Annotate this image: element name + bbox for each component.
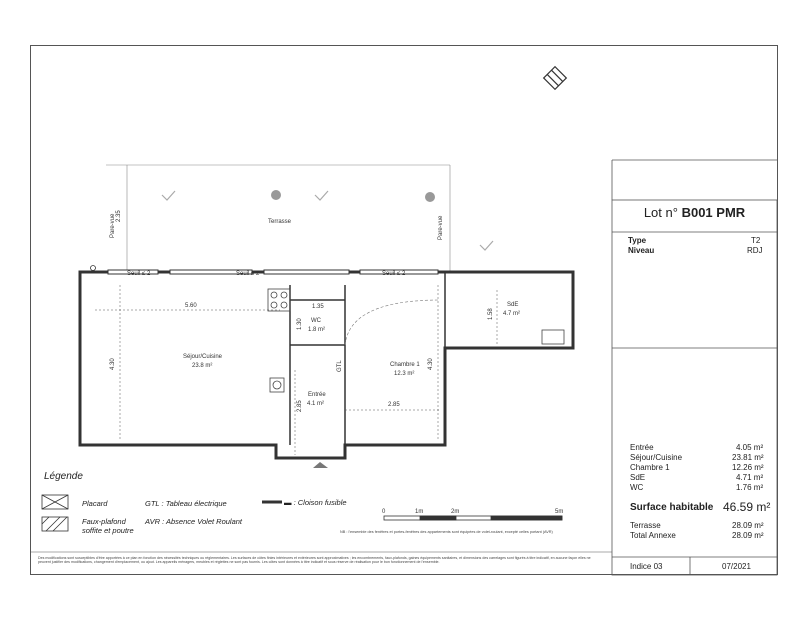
surface-sejour-label: Séjour/Cuisine (630, 453, 683, 462)
door-swing (345, 300, 440, 345)
legend-title: Légende (44, 471, 83, 482)
room-sde-area: 4.7 m² (503, 311, 521, 317)
scale-0: 0 (382, 509, 386, 515)
annexe-label: Total Annexe (630, 531, 676, 540)
seuil-1: Seuil ≤ 2 (127, 271, 151, 277)
legend-cloison: ▬ : Cloison fusible (284, 498, 347, 507)
dim-sejour-height: 4.30 (110, 358, 116, 370)
surface-sejour-value: 23.81 m² (732, 453, 764, 462)
dim-sejour-width: 5.60 (185, 303, 197, 309)
lot-title (612, 205, 777, 220)
appliances (270, 330, 564, 392)
dim-wc-width: 1.35 (312, 304, 324, 310)
legend-placard: Placard (82, 499, 108, 508)
dim-sde-height: 1.58 (488, 308, 494, 320)
type-value: T2 (751, 236, 761, 245)
terrasse-label: Terrasse (630, 521, 661, 530)
room-sejour-area: 23.8 m² (192, 363, 213, 369)
dim-chambre-height: 4.30 (428, 358, 434, 370)
lot-prefix: Lot n° (643, 205, 678, 220)
legend-soffite: soffite et poutre (82, 526, 134, 535)
legend-faux-plafond: Faux-plafond (82, 517, 126, 526)
brand-logo (544, 67, 567, 90)
plan-date: 07/2021 (722, 562, 751, 571)
surface-chambre-value: 12.26 m² (732, 463, 764, 472)
kitchen-hob (268, 289, 290, 311)
room-entree-area: 4.1 m² (307, 401, 325, 407)
habitable-label: Surface habitable (630, 502, 714, 513)
gtl-label: GTL (337, 360, 343, 372)
scale-bar (384, 516, 562, 520)
surface-chambre-label: Chambre 1 (630, 463, 670, 472)
room-wc-area: 1.8 m² (308, 327, 326, 333)
volet-note: NB : l'ensemble des fenêtres et portes-fenêtres des appartements sont équipées de volet-roulant, excepté celles portant (AVR) (340, 530, 553, 534)
room-sejour-name: Séjour/Cuisine (183, 354, 223, 360)
terrace-label: Terrasse (268, 219, 292, 225)
tree-icons (271, 190, 435, 202)
pare-vue-right: Pare-vue (438, 215, 444, 240)
type-label: Type (628, 236, 647, 245)
surface-wc-value: 1.76 m² (736, 483, 764, 492)
room-chambre-name: Chambre 1 (390, 362, 420, 368)
room-chambre-area: 12.3 m² (394, 371, 415, 377)
dim-entree-height: 2.85 (297, 400, 303, 412)
room-sde-name: SdE (507, 302, 519, 308)
scale-1m: 1m (415, 509, 424, 515)
surface-sde-label: SdE (630, 473, 646, 482)
surface-entree-label: Entrée (630, 443, 654, 452)
niveau-value: RDJ (747, 246, 763, 255)
legend-gtl: GTL : Tableau électrique (145, 499, 227, 508)
dim-wc-height: 1.30 (297, 318, 303, 330)
indice: Indice 03 (630, 562, 663, 571)
annexe-value: 28.09 m² (732, 531, 764, 540)
room-wc-name: WC (311, 318, 321, 324)
surface-entree-value: 4.05 m² (736, 443, 764, 452)
surface-sde-value: 4.71 m² (736, 473, 764, 482)
habitable-value: 46.59 m² (723, 500, 771, 514)
seuil-2: Seuil ≤ 2 (236, 271, 260, 277)
disclaimer-text: Des modifications sont susceptibles d'être apportées à ce plan en fonction des nécessités techniques ou réglementaires. Les surfaces de côtes finies intérieures et extérieures sont approximatives ; les encombrements, faux-plafonds, gaines équipements sanitaires, et dimensions des carrelages sont figurés à titre indicatif, en aucune façon elles ne peuvent justifier des modifications, changement d'emplacement, ou ajout. Les appareils ménagers, meubles et réglettes ne sont pas fournis. Les côtes sont données à titre indicatif et sous réserve de réalisation pour le bon fonctionnement de l'ensemble. (38, 556, 591, 565)
interior-walls (290, 272, 445, 458)
terrasse-value: 28.09 m² (732, 521, 764, 530)
entrance-arrow (313, 462, 328, 468)
scale-5m: 5m (555, 509, 564, 515)
pare-vue-left: Pare-vue (110, 213, 116, 238)
lot-code: B001 PMR (681, 205, 746, 220)
niveau-label: Niveau (628, 246, 655, 255)
surface-wc-label: WC (630, 483, 644, 492)
seuil-3: Seuil ≤ 2 (382, 271, 406, 277)
dim-chambre-width: 2.85 (388, 402, 400, 408)
scale-2m: 2m (451, 509, 460, 515)
terrace-depth: 2.35 (116, 210, 122, 222)
dimension-lines (95, 285, 497, 455)
room-entree-name: Entrée (308, 392, 326, 398)
legend-avr: AVR : Absence Volet Roulant (145, 517, 243, 526)
